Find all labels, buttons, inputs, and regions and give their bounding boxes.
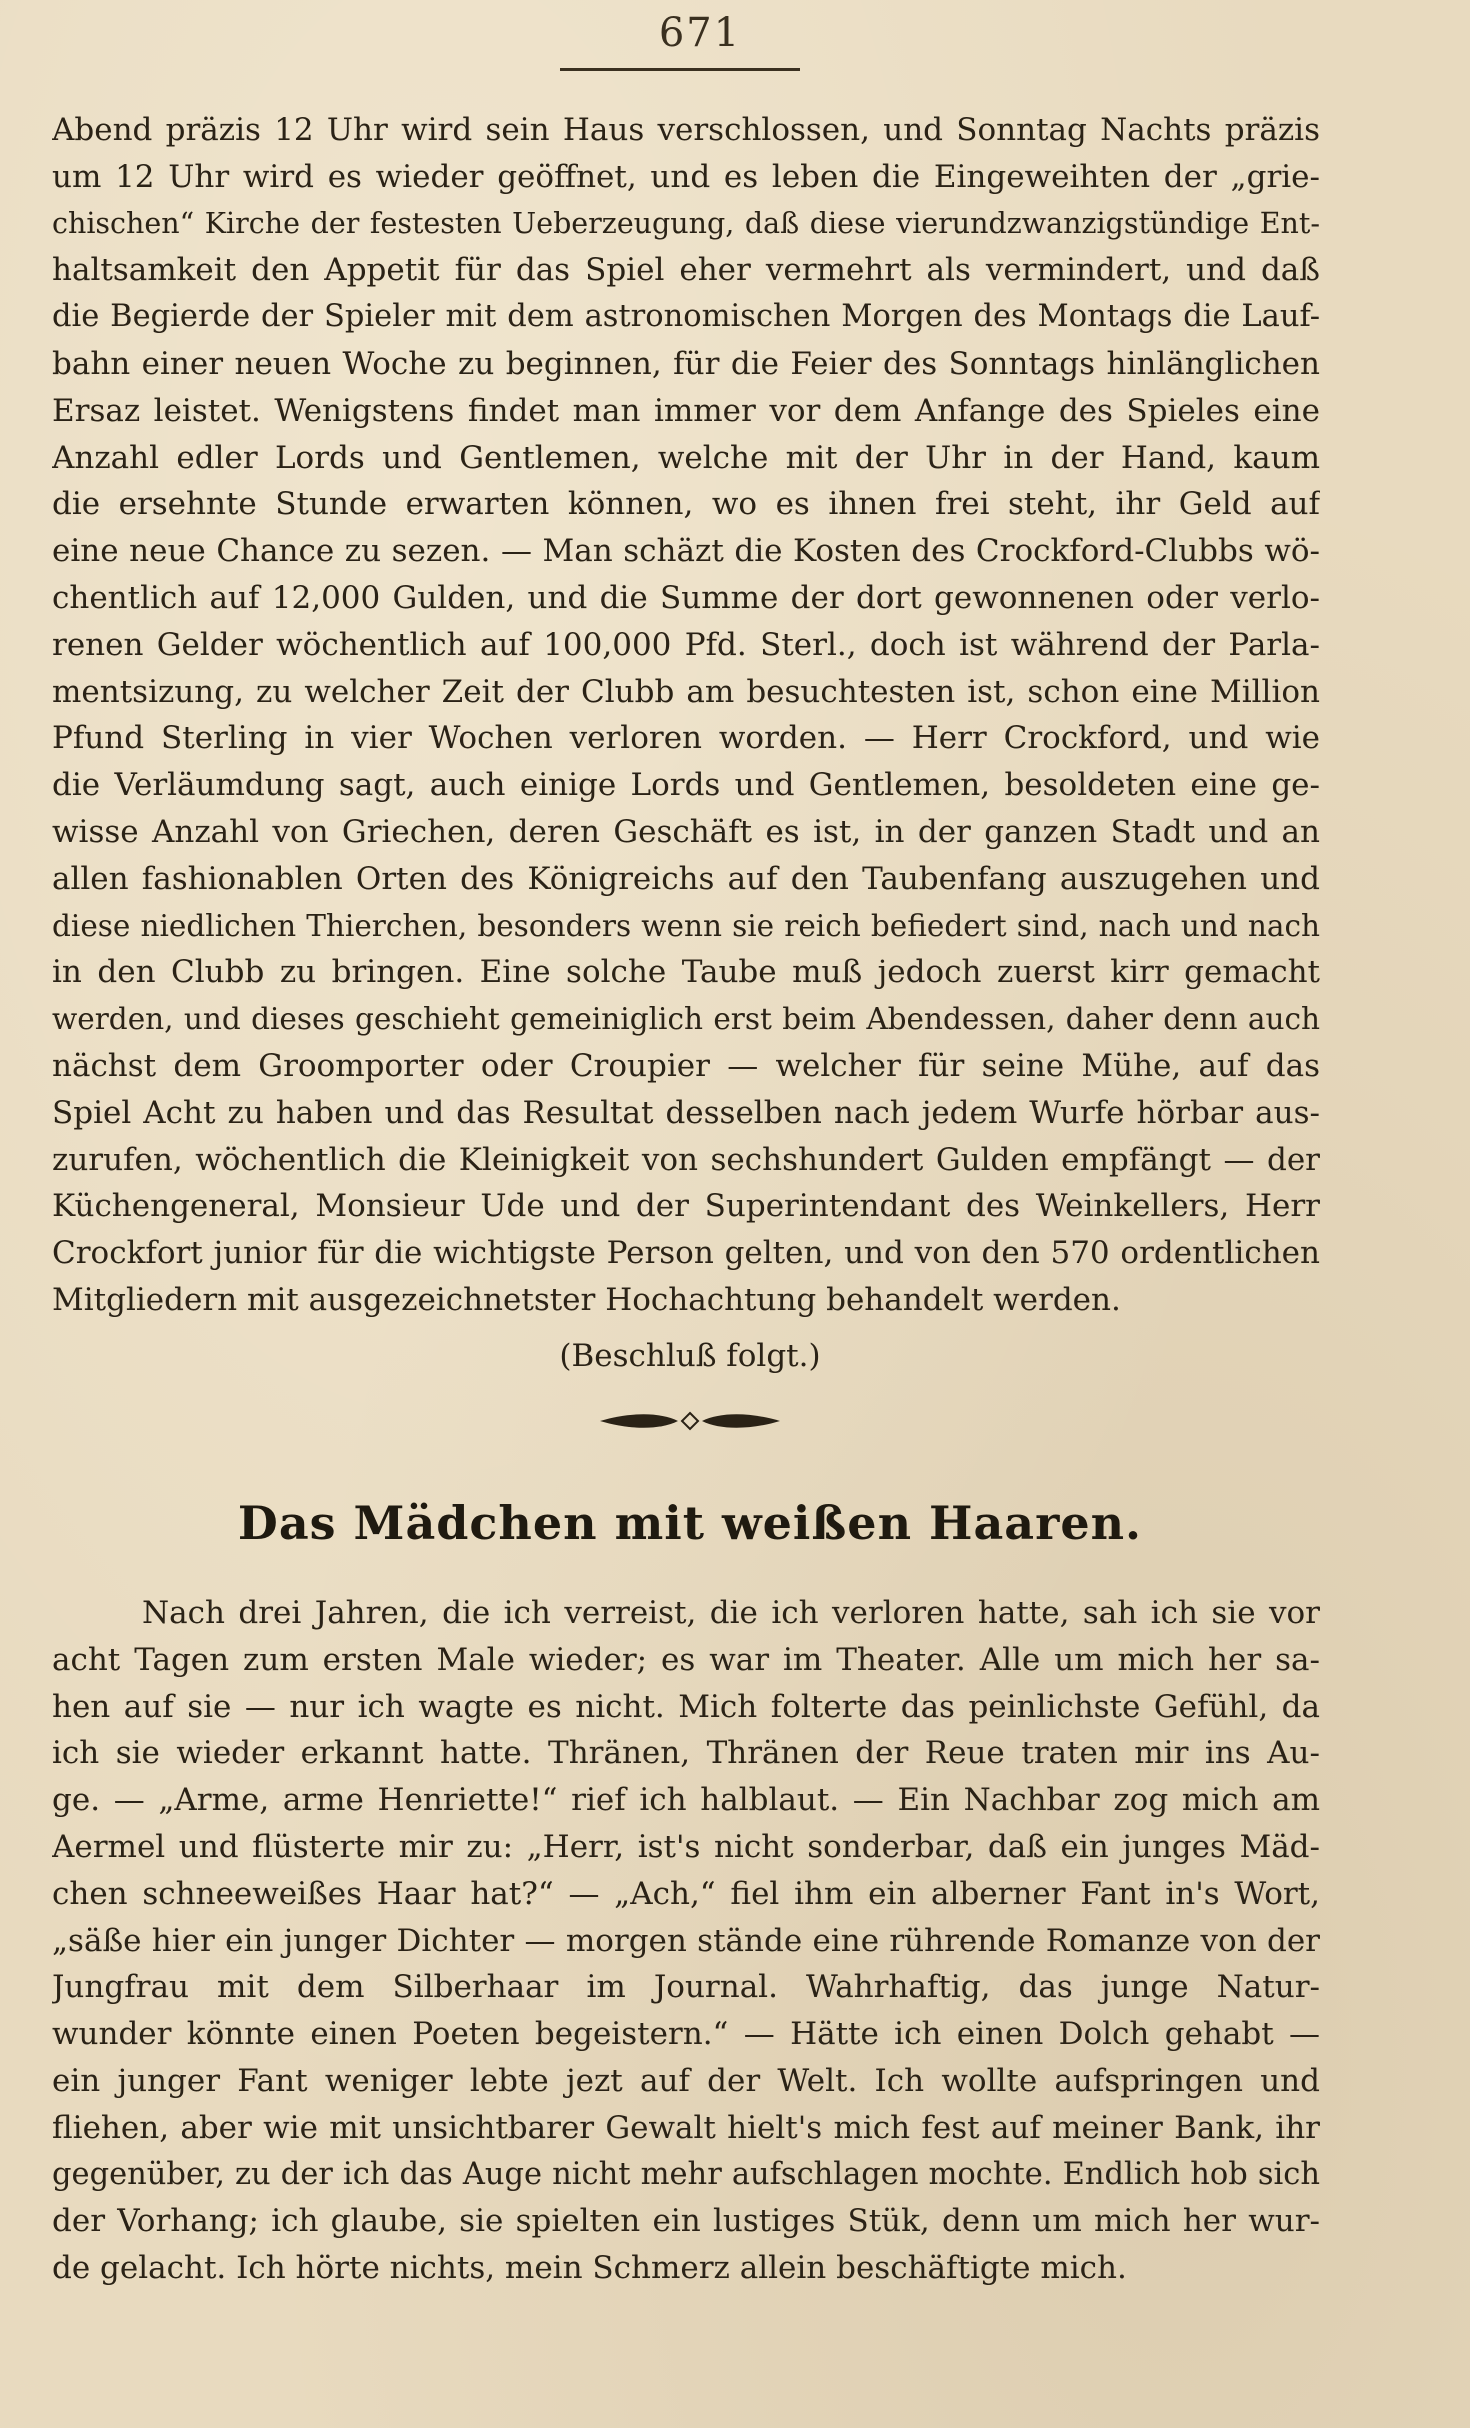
text-line: bahn einer neuen Woche zu beginnen, für die Feier des Sonntags hinlänglichen [52, 345, 1320, 382]
text-line: die Verläumdung sagt, auch einige Lords und Gentlemen, besoldeten eine ge- [52, 767, 1320, 804]
text-line: „säße hier ein junger Dichter — morgen stände eine rührende Romanze von der [52, 1922, 1320, 1959]
text-line: werden, und dieses geschieht gemeiniglich erst beim Abendessen, daher denn auch [52, 1002, 1320, 1037]
text-line: Pfund Sterling in vier Wochen verloren worden. — Herr Crockford, und wie [52, 720, 1320, 757]
text-line: diese niedlichen Thierchen, besonders wenn sie reich befiedert sind, nach und nach [52, 908, 1320, 943]
text-line: der Vorhang; ich glaube, sie spielten ein lustiges Stük, denn um mich her wur- [52, 2203, 1320, 2240]
text-line: chischen“ Kirche der festesten Ueberzeugung, daß diese vierundzwanzigstündige Ent- [52, 206, 1320, 240]
text-line: nächst dem Groomporter oder Croupier — welcher für seine Mühe, auf das [52, 1047, 1320, 1084]
continuation-note: (Beschluß folgt.) [559, 1338, 821, 1374]
text-line: Abend präzis 12 Uhr wird sein Haus verschlossen, und Sonntag Nachts präzis [52, 112, 1320, 148]
text-line: Jungfrau mit dem Silberhaar im Journal. Wahrhaftig, das junge Natur- [52, 1969, 1320, 2006]
text-line: haltsamkeit den Appetit für das Spiel eher vermehrt als vermindert, und daß [52, 252, 1320, 289]
text-line: um 12 Uhr wird es wieder geöffnet, und es leben die Eingeweihten der „grie- [52, 158, 1320, 195]
header-rule [560, 68, 800, 71]
text-line: ein junger Fant weniger lebte jezt auf der Welt. Ich wollte aufspringen und [52, 2062, 1320, 2099]
text-line: acht Tagen zum ersten Male wieder; es war im Theater. Alle um mich her sa- [52, 1641, 1320, 1678]
text-line: allen fashionablen Orten des Königreichs auf den Taubenfang auszugehen und [52, 860, 1320, 897]
text-line: chentlich auf 12,000 Gulden, und die Summe der dort gewonnenen oder verlo- [52, 579, 1320, 616]
text-line: Aermel und flüsterte mir zu: „Herr, ist's nicht sonderbar, daß ein junges Mäd- [52, 1828, 1320, 1865]
text-line: chen schneeweißes Haar hat?“ — „Ach,“ fiel ihm ein alberner Fant in's Wort, [52, 1875, 1320, 1912]
text-line: Küchengeneral, Monsieur Ude und der Superintendant des Weinkellers, Herr [52, 1188, 1320, 1225]
text-line: gegenüber, zu der ich das Auge nicht mehr aufschlagen mochte. Endlich hob sich [52, 2156, 1320, 2192]
text-line: wisse Anzahl von Griechen, deren Geschäft es ist, in der ganzen Stadt und an [52, 813, 1320, 850]
text-line: Mitgliedern mit ausgezeichnetster Hochachtung behandelt werden. [52, 1281, 1121, 1318]
text-line: zurufen, wöchentlich die Kleinigkeit von sechshundert Gulden empfängt — der [52, 1141, 1320, 1178]
text-line: Nach drei Jahren, die ich verreist, die ich verloren hatte, sah ich sie vor [142, 1595, 1320, 1631]
article-title: Das Mädchen mit weißen Haaren. [237, 1496, 1143, 1550]
text-line: de gelacht. Ich hörte nichts, mein Schmerz allein beschäftigte mich. [52, 2250, 1127, 2287]
text-line: eine neue Chance zu sezen. — Man schäzt die Kosten des Crockford-Clubbs wö- [52, 533, 1320, 570]
article-body [52, 1590, 1320, 2292]
text-line: renen Gelder wöchentlich auf 100,000 Pfd. Sterl., doch ist während der Parla- [52, 626, 1320, 663]
text-line: ich sie wieder erkannt hatte. Thränen, Thränen der Reue traten mir ins Au- [52, 1735, 1320, 1772]
text-line: in den Clubb zu bringen. Eine solche Taube muß jedoch zuerst kirr gemacht [52, 954, 1320, 991]
text-line: mentsizung, zu welcher Zeit der Clubb am besuchtesten ist, schon eine Million [52, 673, 1320, 710]
text-line: Anzahl edler Lords und Gentlemen, welche mit der Uhr in der Hand, kaum [52, 439, 1320, 476]
text-line: Spiel Acht zu haben und das Resultat desselben nach jedem Wurfe hörbar aus- [52, 1094, 1320, 1131]
page-number: 671 [658, 10, 742, 56]
text-line: Crockfort junior für die wichtigste Person gelten, und von den 570 ordentlichen [52, 1235, 1320, 1272]
continued-paragraph [52, 107, 1320, 1324]
text-line: die Begierde der Spieler mit dem astronomischen Morgen des Montags die Lauf- [52, 299, 1320, 335]
ornament-divider-icon [590, 1408, 790, 1434]
text-line: wunder könnte einen Poeten begeistern.“ — Hätte ich einen Dolch gehabt — [52, 2016, 1320, 2053]
text-line: die ersehnte Stunde erwarten können, wo es ihnen frei steht, ihr Geld auf [52, 486, 1320, 523]
text-line: ge. — „Arme, arme Henriette!“ rief ich halblaut. — Ein Nachbar zog mich am [52, 1782, 1320, 1819]
text-line: hen auf sie — nur ich wagte es nicht. Mich folterte das peinlichste Gefühl, da [52, 1688, 1320, 1725]
text-line: fliehen, aber wie mit unsichtbarer Gewalt hielt's mich fest auf meiner Bank, ihr [52, 2109, 1320, 2146]
text-line: Ersaz leistet. Wenigstens findet man immer vor dem Anfange des Spieles eine [52, 392, 1320, 429]
